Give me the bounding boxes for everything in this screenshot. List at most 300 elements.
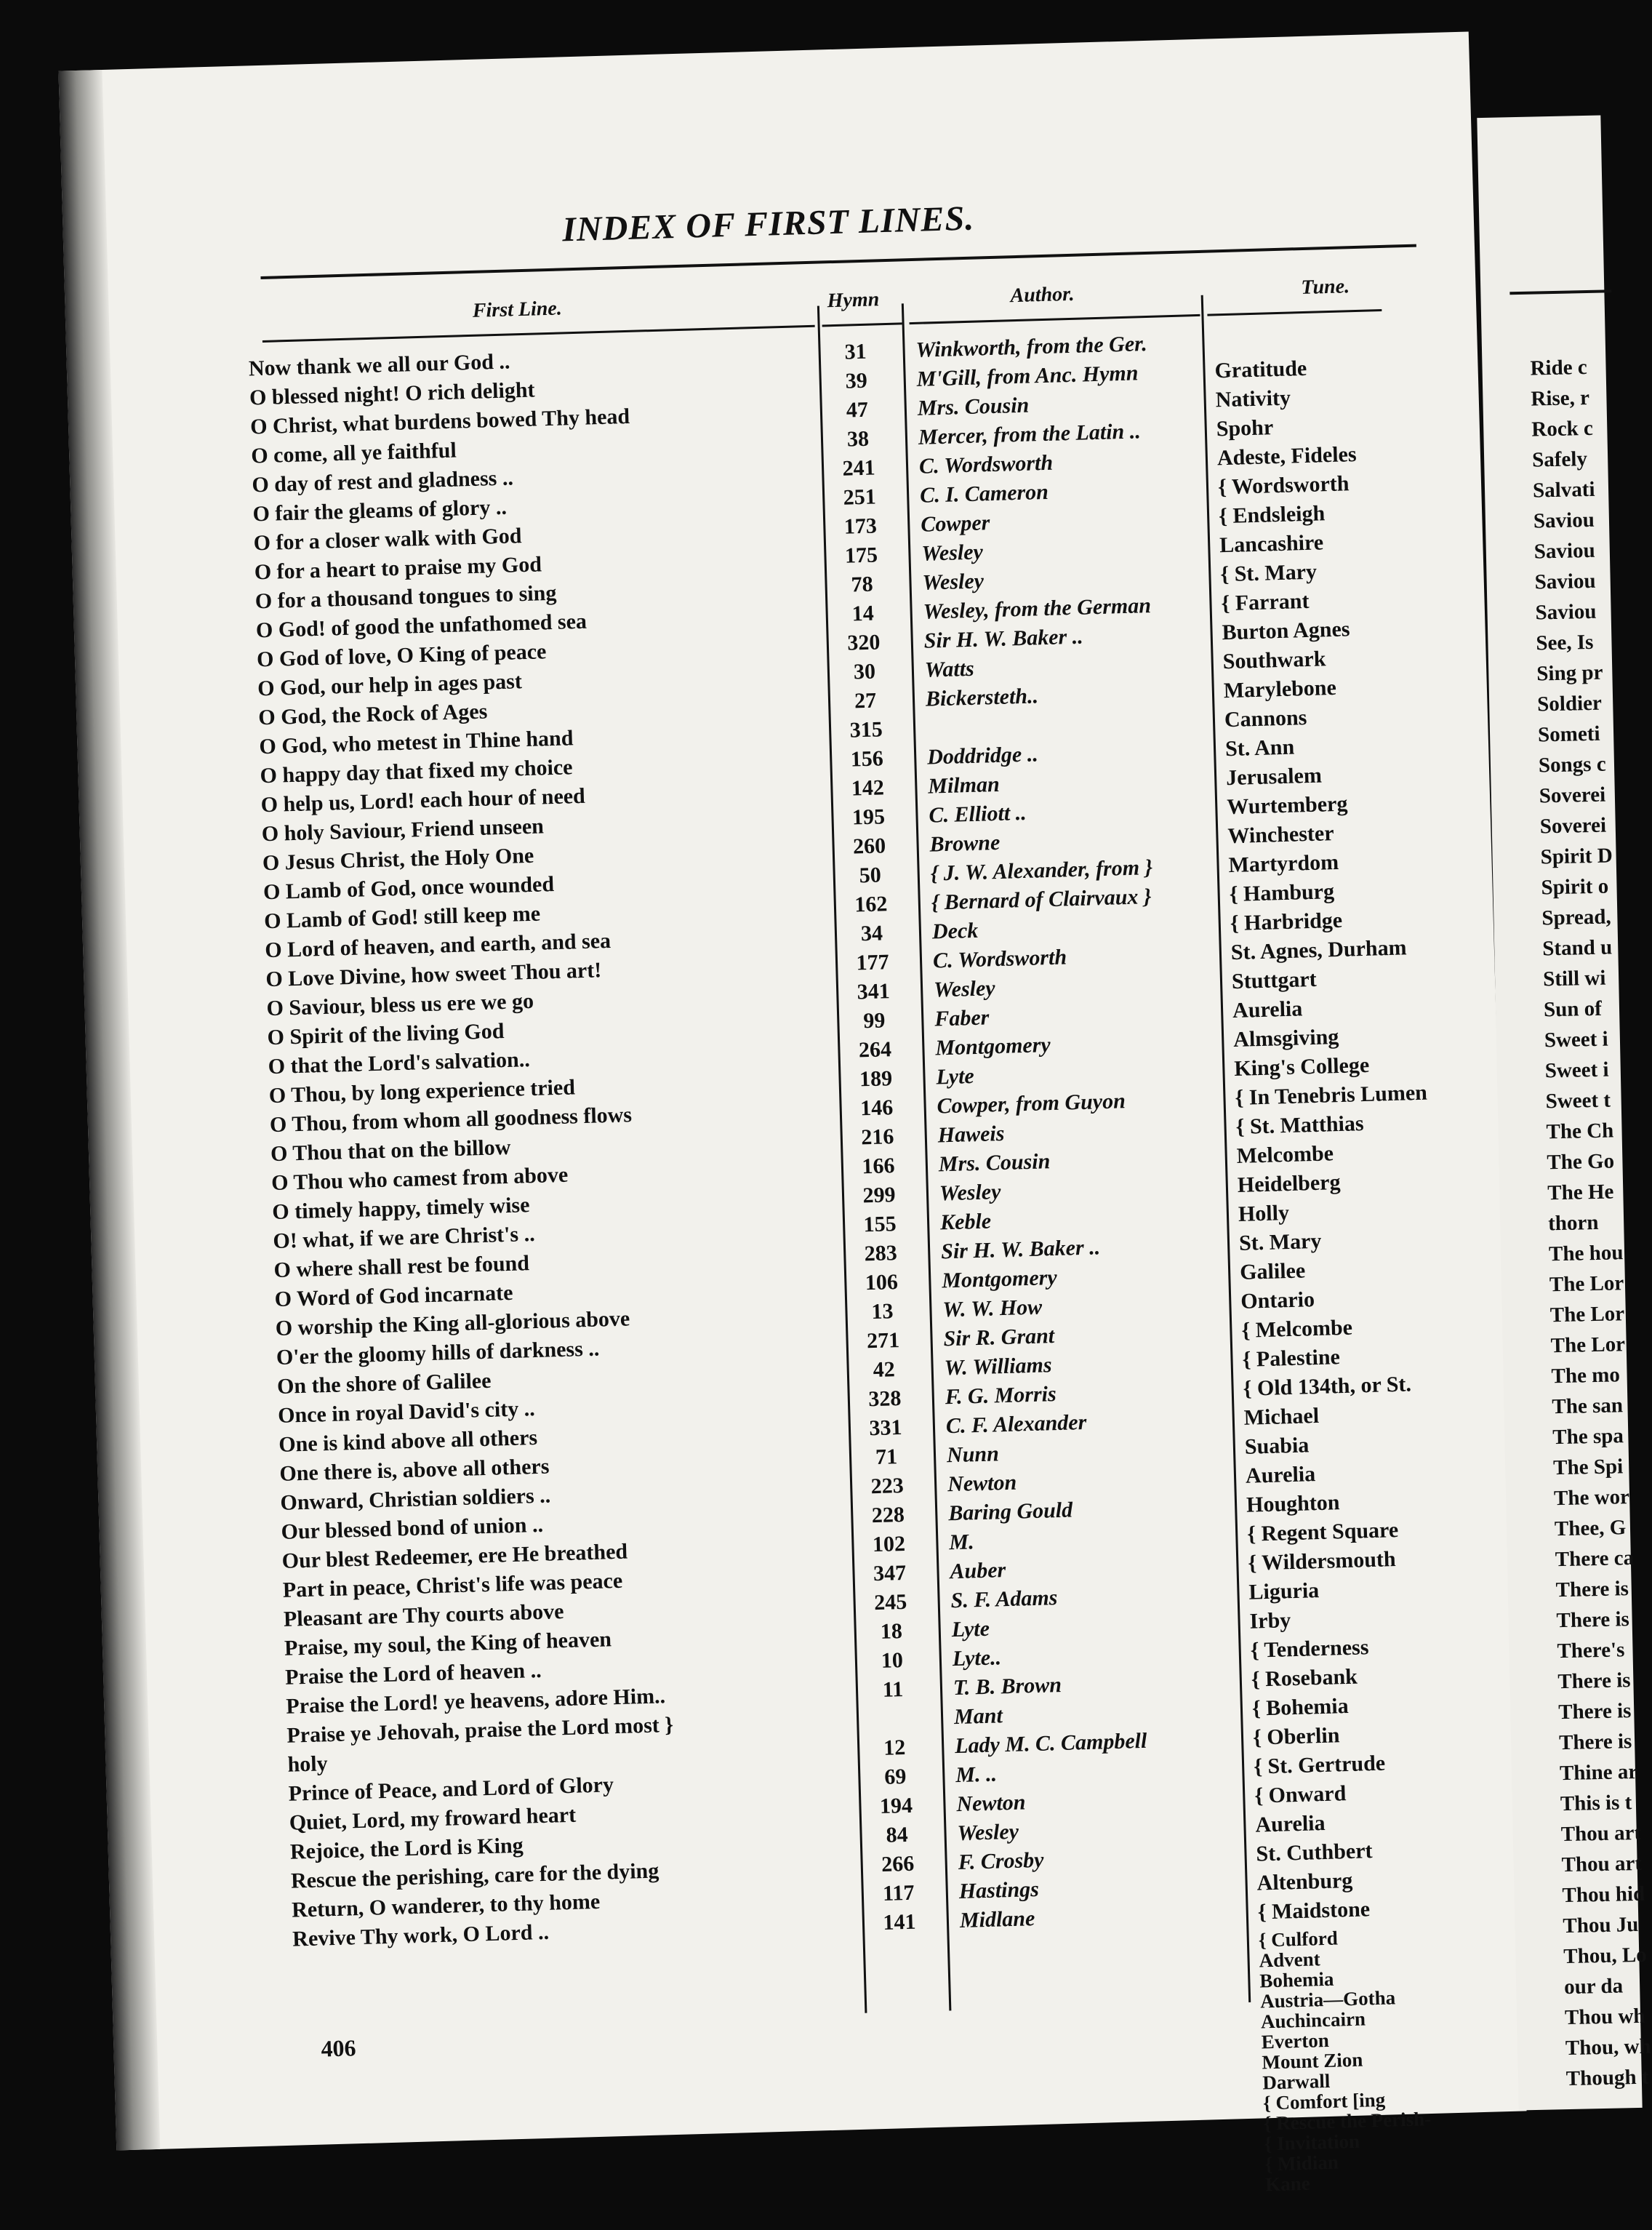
facing-page-fragment: our da bbox=[1563, 1974, 1624, 1999]
hymn-number-cell: 216 bbox=[860, 1124, 894, 1150]
hymn-number-cell: 42 bbox=[873, 1357, 896, 1383]
first-line-cell: Prince of Peace, and Lord of Glory bbox=[288, 1773, 614, 1806]
tune-cell: Aurelia bbox=[1245, 1462, 1316, 1488]
facing-page-fragment: Sweet i bbox=[1544, 1058, 1609, 1083]
facing-page-fragment: Spirit D bbox=[1540, 844, 1613, 869]
facing-page-fragment: The mo bbox=[1551, 1363, 1621, 1388]
author-cell: Mercer, from the Latin .. bbox=[918, 419, 1142, 449]
tune-cell: { St. Matthias bbox=[1235, 1111, 1365, 1139]
facing-page-fragment: Sweet t bbox=[1545, 1088, 1611, 1114]
first-line-cell: Onward, Christian soldiers .. bbox=[280, 1483, 551, 1515]
hymn-number-cell: 320 bbox=[846, 630, 881, 655]
first-line-cell: O God of love, O King of peace bbox=[256, 639, 547, 672]
facing-page-fragment: Spirit o bbox=[1541, 874, 1609, 900]
first-line-cell: Once in royal David's city .. bbox=[277, 1396, 536, 1428]
first-line-cell: O Thou that on the billow bbox=[270, 1135, 511, 1167]
facing-page-fragment: Thou hid bbox=[1562, 1882, 1645, 1908]
facing-page-fragment: Sun of bbox=[1543, 996, 1603, 1022]
facing-page-fragment: Stand u bbox=[1541, 935, 1613, 961]
tune-cell: Holly bbox=[1238, 1201, 1290, 1226]
author-cell: S. F. Adams bbox=[950, 1586, 1058, 1613]
tune-cell: Spohr bbox=[1216, 415, 1274, 441]
author-cell: Wesley bbox=[957, 1819, 1019, 1846]
author-cell: Doddridge .. bbox=[926, 742, 1039, 770]
author-cell: Mrs. Cousin bbox=[938, 1149, 1051, 1177]
author-cell: Newton bbox=[947, 1470, 1017, 1497]
author-cell: Lady M. C. Campbell bbox=[954, 1728, 1147, 1759]
hymn-number-cell: 328 bbox=[867, 1386, 902, 1412]
first-line-cell: O worship the King all-glorious above bbox=[275, 1306, 630, 1340]
author-cell: Lyte bbox=[936, 1064, 975, 1090]
first-line-cell: O Lamb of God! still keep me bbox=[263, 901, 541, 934]
author-cell: Sir R. Grant bbox=[943, 1324, 1055, 1351]
book-page bbox=[58, 31, 1526, 2196]
author-cell: C. I. Cameron bbox=[919, 479, 1049, 508]
facing-page-fragment: Sing pr bbox=[1536, 660, 1603, 686]
hymn-number-cell: 162 bbox=[854, 892, 888, 917]
first-line-cell: O for a closer walk with God bbox=[253, 524, 522, 556]
hymn-number-cell: 228 bbox=[871, 1502, 905, 1528]
first-line-cell: O holy Saviour, Friend unseen bbox=[261, 814, 545, 847]
hymn-number-cell: 99 bbox=[862, 1008, 886, 1034]
hymn-number-cell: 31 bbox=[844, 339, 867, 364]
author-cell: Wesley bbox=[933, 976, 996, 1002]
tune-cell: Houghton bbox=[1246, 1490, 1340, 1517]
tune-cell: Melcombe bbox=[1236, 1141, 1334, 1168]
tune-cell: { Melcombe bbox=[1240, 1315, 1353, 1343]
hymn-number-cell: 141 bbox=[883, 1909, 916, 1935]
author-cell: Wesley, from the German bbox=[923, 593, 1152, 624]
hymn-number-cell: 315 bbox=[849, 717, 883, 743]
hymn-number-cell: 195 bbox=[851, 804, 886, 830]
first-line-cell: Pleasant are Thy courts above bbox=[283, 1599, 564, 1631]
tune-cell: { Comfort [ing bbox=[1262, 2088, 1386, 2114]
first-line-cell: O Lord of heaven, and earth, and sea bbox=[264, 928, 612, 963]
author-cell: { Bernard of Clairvaux } bbox=[931, 884, 1152, 915]
facing-page-fragment: Thine ar bbox=[1559, 1759, 1638, 1786]
first-line-cell: Return, O wanderer, to thy home bbox=[291, 1889, 601, 1922]
facing-page-fragment: Still wi bbox=[1542, 966, 1606, 991]
facing-page-fragment: Thou wh bbox=[1564, 2004, 1645, 2030]
hymn-number-cell: 50 bbox=[859, 863, 882, 888]
tune-cell: Aurelia bbox=[1232, 996, 1303, 1023]
tune-cell: { Wildersmouth bbox=[1247, 1547, 1397, 1575]
author-cell: { J. W. Alexander, from } bbox=[930, 855, 1153, 886]
facing-page-fragment: Saviou bbox=[1533, 508, 1595, 533]
hymn-number-cell: 173 bbox=[843, 513, 878, 539]
author-cell: Montgomery bbox=[934, 1033, 1051, 1060]
hymn-number-cell: 264 bbox=[858, 1037, 892, 1063]
hymn-number-cell: 271 bbox=[866, 1328, 900, 1354]
hymn-number-cell: 299 bbox=[862, 1183, 896, 1208]
hymn-number-cell: 12 bbox=[883, 1735, 906, 1760]
first-line-cell: O day of rest and gladness .. bbox=[251, 465, 514, 497]
hymn-number-cell: 166 bbox=[861, 1154, 895, 1179]
facing-page-fragment: thorn bbox=[1547, 1210, 1599, 1236]
hymn-number-cell: 84 bbox=[886, 1822, 909, 1847]
hymn-number-cell: 117 bbox=[882, 1880, 915, 1906]
tune-cell: { St. Gertrude bbox=[1253, 1751, 1386, 1779]
first-line-cell: Rejoice, the Lord is King bbox=[289, 1833, 524, 1864]
author-cell: C. Elliott .. bbox=[929, 800, 1027, 828]
first-line-cell: O happy day that fixed my choice bbox=[260, 755, 573, 788]
first-line-cell: Praise ye Jehovah, praise the Lord most } bbox=[286, 1712, 674, 1748]
author-cell: Hastings bbox=[958, 1877, 1040, 1904]
hymn-number-cell: 38 bbox=[846, 426, 870, 452]
tune-cell: Stuttgart bbox=[1231, 967, 1318, 994]
hymn-number-cell: 175 bbox=[844, 543, 878, 568]
header-rule-first-line bbox=[262, 325, 815, 343]
first-line-cell: Rescue the perishing, care for the dying bbox=[290, 1858, 659, 1893]
tune-cell: Darwall bbox=[1262, 2069, 1331, 2094]
author-cell: M'Gill, from Anc. Hymn bbox=[916, 361, 1139, 391]
page-title: INDEX OF FIRST LINES. bbox=[561, 199, 975, 249]
tune-cell: { Rosebank bbox=[1251, 1664, 1358, 1692]
hymn-number-cell: 30 bbox=[853, 659, 876, 684]
author-cell: M. .. bbox=[955, 1762, 998, 1788]
hymn-number-cell: 71 bbox=[875, 1444, 898, 1470]
first-line-cell: Praise the Lord of heaven .. bbox=[284, 1658, 542, 1690]
facing-page-fragment: Songs c bbox=[1538, 752, 1606, 778]
tune-cell: { Rescue the Perish- bbox=[1263, 2108, 1432, 2135]
facing-page-fragment: Rock c bbox=[1531, 416, 1594, 441]
hymn-number-cell: 241 bbox=[842, 455, 876, 481]
hymn-number-cell: 11 bbox=[882, 1677, 904, 1702]
first-line-cell: O for a thousand tongues to sing bbox=[254, 580, 557, 614]
first-line-cell: O Lamb of God, once wounded bbox=[262, 872, 555, 905]
first-line-cell: Revive Thy work, O Lord .. bbox=[292, 1919, 550, 1951]
tune-cell: Wurtemberg bbox=[1226, 791, 1348, 820]
author-cell: F. Crosby bbox=[958, 1847, 1044, 1875]
hymn-number-cell: 39 bbox=[845, 368, 868, 393]
tune-cell: Suabia bbox=[1244, 1433, 1310, 1459]
tune-cell: { Endsleigh bbox=[1218, 501, 1326, 529]
facing-page-fragment: Thee, G bbox=[1554, 1516, 1627, 1541]
first-line-cell: One there is, above all others bbox=[278, 1454, 550, 1486]
first-line-cell: Our blessed bond of union .. bbox=[281, 1512, 544, 1544]
author-cell: Montgomery bbox=[941, 1265, 1058, 1293]
facing-page-fragment: There is bbox=[1556, 1607, 1630, 1633]
first-line-cell: holy bbox=[287, 1751, 329, 1777]
tune-cell: Liguria bbox=[1248, 1578, 1320, 1604]
hymn-number-cell: 260 bbox=[852, 834, 886, 859]
hymn-number-cell: 194 bbox=[879, 1793, 913, 1819]
author-cell: T. B. Brown bbox=[953, 1672, 1062, 1701]
tune-cell: Aurelia bbox=[1254, 1810, 1326, 1837]
tune-cell: { Hamburg bbox=[1229, 879, 1335, 907]
first-line-cell: Praise the Lord! ye heavens, adore Him.. bbox=[285, 1684, 666, 1719]
facing-page-rule bbox=[1509, 289, 1611, 295]
tune-cell: Lancashire bbox=[1219, 530, 1324, 558]
hymn-number-cell: 251 bbox=[843, 484, 877, 510]
facing-page-fragment: Soverei bbox=[1539, 813, 1607, 839]
facing-page-fragment: Ride c bbox=[1530, 355, 1588, 380]
author-cell: Auber bbox=[950, 1558, 1006, 1584]
tune-cell: St. Mary bbox=[1238, 1228, 1322, 1255]
hymn-number-cell: 331 bbox=[869, 1415, 902, 1441]
first-line-cell: O God, who metest in Thine hand bbox=[259, 726, 574, 759]
tune-cell: Ontario bbox=[1240, 1287, 1315, 1314]
tune-cell: Austria—Gotha bbox=[1259, 1986, 1396, 2013]
hymn-number-cell bbox=[855, 1706, 932, 1708]
facing-page-fragment: Spread, bbox=[1541, 905, 1612, 930]
first-line-cell: On the shore of Galilee bbox=[276, 1368, 492, 1399]
tune-cell: { Maidstone bbox=[1257, 1897, 1371, 1925]
hymn-number-cell: 266 bbox=[881, 1851, 915, 1877]
first-line-cell: One is kind above all others bbox=[278, 1425, 538, 1457]
hymn-number-cell: 245 bbox=[873, 1589, 907, 1615]
first-line-cell: O God! of good the unfathomed sea bbox=[255, 609, 588, 643]
facing-page-fragment: Rise, r bbox=[1531, 385, 1590, 411]
header-rule-hymn bbox=[822, 322, 902, 327]
tune-cell: Irby bbox=[1249, 1608, 1291, 1634]
facing-page-fragment: There ca bbox=[1555, 1546, 1635, 1572]
hymn-number-cell: 341 bbox=[857, 979, 891, 1004]
tune-cell: { Harbridge bbox=[1230, 908, 1343, 936]
page-number: 406 bbox=[321, 2034, 356, 2062]
author-cell: Sir H. W. Baker .. bbox=[923, 624, 1084, 653]
tune-cell: Jerusalem bbox=[1225, 763, 1323, 791]
facing-page-fragment: There is bbox=[1558, 1730, 1632, 1755]
facing-page-fragment: The Ch bbox=[1546, 1119, 1614, 1144]
hymn-number-cell: 78 bbox=[851, 572, 874, 597]
hymn-number-cell: 283 bbox=[864, 1241, 898, 1266]
tune-cell: Gratitude bbox=[1214, 356, 1307, 383]
author-cell: Cowper bbox=[920, 511, 990, 537]
author-cell: Sir H. W. Baker .. bbox=[940, 1235, 1101, 1264]
facing-page-fragment: The Go bbox=[1547, 1149, 1615, 1175]
hymn-number-cell: 177 bbox=[856, 950, 890, 975]
author-cell: C. F. Alexander bbox=[945, 1410, 1087, 1439]
author-cell: Milman bbox=[927, 772, 1001, 799]
author-cell: Wesley bbox=[921, 540, 984, 566]
first-line-cell: O Word of God incarnate bbox=[274, 1280, 513, 1311]
author-cell: F. G. Morris bbox=[945, 1382, 1057, 1410]
author-cell: Browne bbox=[929, 830, 1001, 857]
tune-cell: { Oberlin bbox=[1252, 1723, 1340, 1750]
first-line-cell: O Thou, from whom all goodness flows bbox=[269, 1103, 633, 1138]
tune-cell: King's College bbox=[1233, 1052, 1370, 1082]
author-cell: Mant bbox=[953, 1703, 1003, 1730]
author-cell: Cowper, from Guyon bbox=[937, 1089, 1126, 1119]
tune-cell: Kane bbox=[1264, 2172, 1311, 2196]
tune-cell: Southwark bbox=[1222, 647, 1326, 674]
column-header-author: Author. bbox=[1010, 282, 1075, 308]
first-line-cell: Our blest Redeemer, ere He breathed bbox=[281, 1539, 628, 1573]
author-cell: Newton bbox=[956, 1790, 1026, 1817]
column-header-hymn: Hymn bbox=[827, 288, 880, 313]
author-cell: Midlane bbox=[959, 1906, 1035, 1933]
facing-page-fragment: Thou, Lo bbox=[1563, 1943, 1648, 1969]
first-line-cell: O for a heart to praise my God bbox=[254, 552, 542, 585]
tune-cell: { Palestine bbox=[1242, 1345, 1341, 1372]
author-cell: Winkworth, from the Ger. bbox=[915, 331, 1148, 362]
facing-page-fragment: The Spi bbox=[1552, 1455, 1624, 1480]
facing-page-fragment: There's bbox=[1557, 1638, 1625, 1663]
facing-page-fragment: Though t bbox=[1565, 2065, 1649, 2091]
first-line-cell: O! what, if we are Christ's .. bbox=[273, 1221, 536, 1254]
hymn-number-cell: 223 bbox=[870, 1473, 905, 1499]
author-cell: W. W. How bbox=[942, 1295, 1043, 1322]
first-line-cell: O where shall rest be found bbox=[273, 1251, 530, 1283]
facing-page-fragment: There is bbox=[1557, 1668, 1631, 1694]
author-cell: Baring Gould bbox=[947, 1498, 1073, 1526]
tune-cell: Nativity bbox=[1215, 385, 1291, 412]
first-line-cell: Now thank we all our God .. bbox=[248, 349, 510, 381]
facing-page-fragment: Saviou bbox=[1534, 569, 1596, 594]
header-rule-author bbox=[910, 314, 1200, 324]
facing-page-fragments bbox=[1477, 116, 1651, 2091]
tune-cell: { Farrant bbox=[1221, 588, 1310, 616]
first-line-cell: O God, the Rock of Ages bbox=[257, 699, 488, 730]
tune-cell: { Bohemia bbox=[1251, 1693, 1350, 1721]
facing-page-fragment: Thou, wh bbox=[1565, 2034, 1651, 2061]
tune-cell: Advent bbox=[1259, 1948, 1321, 1972]
hymn-number-cell: 102 bbox=[872, 1531, 906, 1557]
tune-cell: Mount Zion bbox=[1262, 2048, 1363, 2074]
facing-page-fragment: Safely bbox=[1531, 447, 1588, 472]
hymn-number-cell: 47 bbox=[846, 397, 869, 423]
hymn-number-cell: 10 bbox=[881, 1648, 904, 1673]
facing-page-fragment: The san bbox=[1552, 1394, 1624, 1419]
facing-page-fragment: The wor bbox=[1553, 1485, 1630, 1511]
author-cell: W. Williams bbox=[944, 1353, 1052, 1380]
tune-cell: Martyrdom bbox=[1228, 850, 1339, 878]
first-line-cell: O that the Lord's salvation.. bbox=[268, 1047, 531, 1079]
first-line-cell: Praise, my soul, the King of heaven bbox=[284, 1627, 612, 1660]
hymn-number-cell: 155 bbox=[863, 1212, 897, 1237]
author-cell: C. Wordsworth bbox=[918, 450, 1054, 479]
hymn-number-cell: 13 bbox=[871, 1299, 894, 1324]
author-cell: Faber bbox=[934, 1005, 990, 1031]
hymn-number-cell: 347 bbox=[873, 1560, 907, 1586]
author-cell: Deck bbox=[931, 918, 979, 944]
author-cell: Mrs. Cousin bbox=[917, 393, 1030, 420]
tune-cell: Cannons bbox=[1224, 706, 1307, 732]
tune-cell: Auchincairn bbox=[1260, 2007, 1366, 2033]
facing-page-fragment: Sweet i bbox=[1544, 1027, 1609, 1052]
facing-page-fragment: The He bbox=[1547, 1180, 1614, 1205]
author-cell: Lyte bbox=[951, 1616, 990, 1642]
author-cell: Wesley bbox=[939, 1180, 1001, 1206]
tune-cell: Adeste, Fideles bbox=[1216, 442, 1357, 471]
tune-cell: { Midian bbox=[1264, 2151, 1339, 2175]
tune-cell: { St. Mary bbox=[1219, 559, 1318, 587]
tune-cell: { Old 134th, or St. bbox=[1243, 1372, 1412, 1401]
tune-cell: Winchester bbox=[1227, 821, 1334, 849]
first-line-cell: O Spirit of the living God bbox=[267, 1019, 505, 1050]
tune-cell: { Culford bbox=[1258, 1927, 1339, 1951]
hymn-number-cell: 156 bbox=[850, 746, 884, 772]
facing-page-fragment: The Lor bbox=[1550, 1332, 1626, 1358]
tune-cell: Everton bbox=[1261, 2029, 1330, 2053]
facing-page-fragment: Soldier bbox=[1536, 691, 1603, 716]
tune-cell: Burton Agnes bbox=[1222, 617, 1350, 645]
facing-page-fragment: Thou art bbox=[1560, 1821, 1642, 1847]
facing-page-fragment: The Lor bbox=[1549, 1302, 1625, 1327]
first-line-cell: O fair the gleams of glory .. bbox=[252, 495, 508, 527]
tune-cell: { Invitation bbox=[1264, 2130, 1360, 2155]
tune-cell: St. Cuthbert bbox=[1256, 1839, 1373, 1866]
first-line-cell: O help us, Lord! each hour of need bbox=[260, 783, 586, 818]
first-line-cell: O Love Divine, how sweet Thou art! bbox=[265, 958, 602, 992]
first-line-cell: O God, our help in ages past bbox=[257, 669, 523, 701]
facing-page-fragment: Someti bbox=[1537, 722, 1600, 747]
hymn-number-cell: 189 bbox=[859, 1066, 893, 1092]
facing-page-fragment: The spa bbox=[1552, 1424, 1624, 1450]
facing-page-fragment: There is bbox=[1557, 1699, 1632, 1725]
first-line-cell: O Christ, what burdens bowed Thy head bbox=[249, 404, 630, 439]
first-line-cell: O Thou, by long experience tried bbox=[268, 1075, 576, 1108]
hymn-number-cell: 142 bbox=[851, 775, 885, 801]
first-line-cell: Part in peace, Christ's life was peace bbox=[282, 1568, 623, 1602]
tune-cell: Almsgiving bbox=[1232, 1025, 1339, 1052]
hymn-number-cell: 146 bbox=[859, 1095, 894, 1121]
facing-page-fragment: There is bbox=[1555, 1577, 1629, 1602]
tune-cell: St. Ann bbox=[1224, 735, 1295, 762]
tune-cell: Michael bbox=[1243, 1403, 1320, 1430]
hymn-number-cell: 69 bbox=[883, 1765, 907, 1789]
first-line-cell: Quiet, Lord, my froward heart bbox=[289, 1802, 577, 1835]
tune-cell: Marylebone bbox=[1223, 675, 1337, 703]
tune-cell: { Regent Square bbox=[1246, 1517, 1399, 1546]
author-cell: Haweis bbox=[937, 1121, 1005, 1148]
hymn-number-cell: 106 bbox=[865, 1270, 899, 1295]
hymn-number-cell: 14 bbox=[851, 601, 875, 626]
author-cell: Lyte.. bbox=[952, 1645, 1002, 1671]
tune-cell: { In Tenebris Lumen bbox=[1235, 1080, 1428, 1111]
tune-cell: { Tenderness bbox=[1250, 1635, 1369, 1663]
first-line-cell: O come, all ye faithful bbox=[250, 438, 457, 468]
header-rule-tune bbox=[1207, 309, 1382, 316]
author-cell: Watts bbox=[924, 656, 975, 682]
facing-page-fragment: Thou art bbox=[1561, 1851, 1643, 1877]
first-line-cell: O Jesus Christ, the Holy One bbox=[262, 843, 534, 876]
facing-page-fragment: The hou bbox=[1548, 1241, 1624, 1266]
hymn-number-cell: 34 bbox=[860, 921, 883, 946]
facing-page-fragment: Salvati bbox=[1532, 477, 1595, 503]
tune-cell: Altenburg bbox=[1256, 1868, 1353, 1895]
author-cell: Wesley bbox=[922, 569, 985, 595]
first-line-cell: O'er the gloomy hills of darkness .. bbox=[276, 1336, 600, 1370]
author-cell: Keble bbox=[939, 1209, 992, 1235]
tune-cell: St. Agnes, Durham bbox=[1230, 935, 1407, 965]
column-header-first-line: First Line. bbox=[472, 297, 563, 322]
column-header-tune: Tune. bbox=[1301, 275, 1350, 300]
facing-page-fragment: This is t bbox=[1560, 1791, 1632, 1816]
hymn-number-cell: 18 bbox=[880, 1619, 903, 1644]
facing-page-fragment: Saviou bbox=[1533, 538, 1595, 564]
author-cell: C. Wordsworth bbox=[932, 945, 1067, 973]
author-cell: M. bbox=[948, 1530, 975, 1555]
first-line-cell: O timely happy, timely wise bbox=[271, 1193, 530, 1225]
first-line-cell: O Thou who camest from above bbox=[270, 1162, 569, 1196]
first-line-cell: O blessed night! O rich delight bbox=[249, 377, 535, 410]
author-cell: Bickersteth.. bbox=[925, 684, 1039, 711]
facing-page-fragment: Saviou bbox=[1535, 599, 1597, 625]
facing-page-fragment: See, Is bbox=[1536, 630, 1594, 655]
tune-cell: Heidelberg bbox=[1237, 1170, 1341, 1197]
tune-cell: Galilee bbox=[1239, 1258, 1306, 1284]
tune-cell: Bohemia bbox=[1259, 1967, 1334, 1992]
tune-cell: { Wordsworth bbox=[1217, 471, 1350, 500]
facing-page-fragment: Soverei bbox=[1539, 783, 1606, 808]
tune-cell: { Onward bbox=[1254, 1781, 1347, 1808]
hymn-number-cell: 27 bbox=[854, 688, 877, 714]
facing-page-fragment: The Lor bbox=[1549, 1271, 1624, 1297]
first-line-cell: O Saviour, bless us ere we go bbox=[266, 988, 534, 1021]
facing-page-fragment: Thou Ju bbox=[1563, 1912, 1639, 1938]
